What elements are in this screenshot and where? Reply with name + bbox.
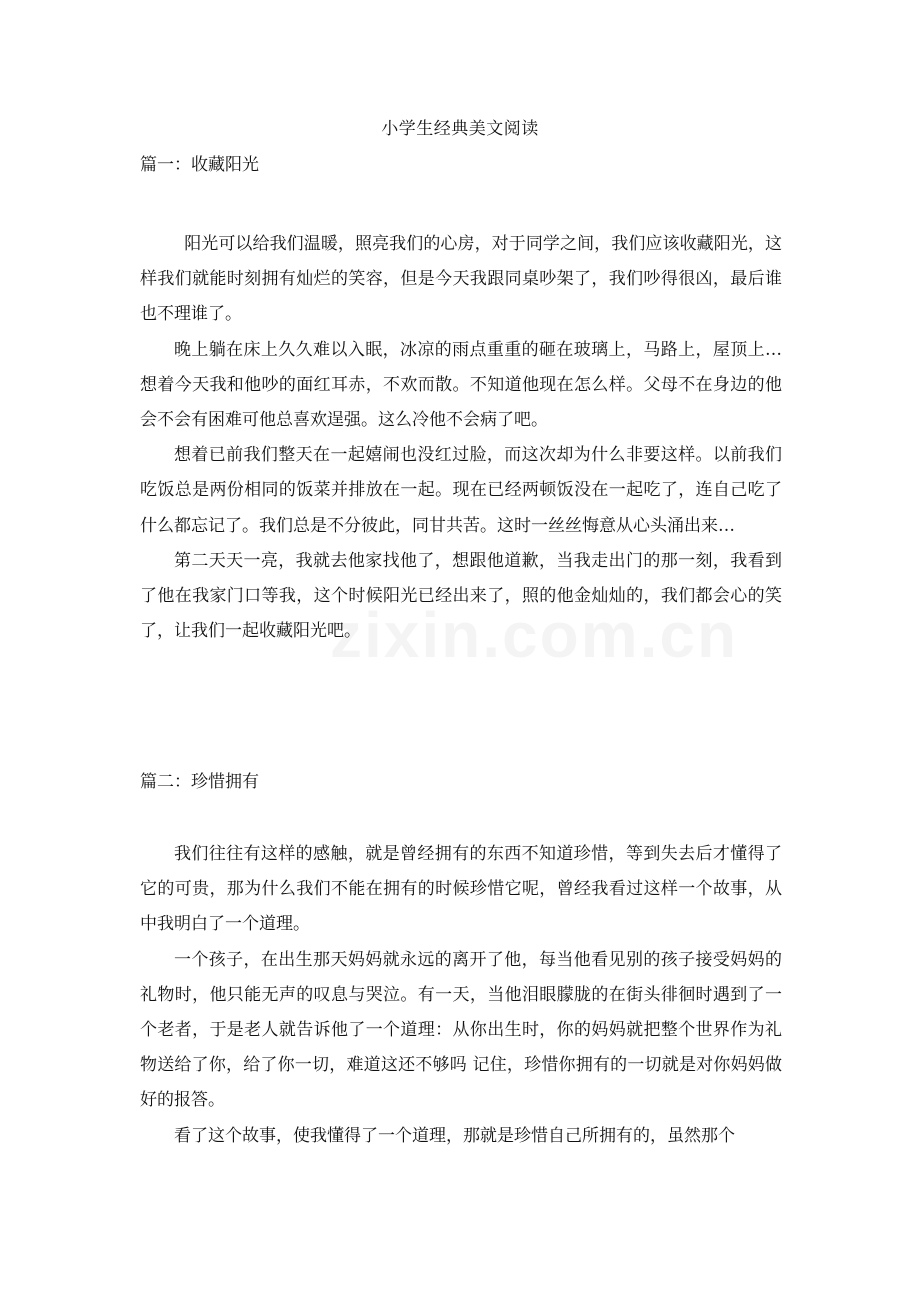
section-1-heading: 篇一：收藏阳光: [140, 155, 259, 175]
paragraph: 一个孩子，在出生那天妈妈就永远的离开了他，每当他看见别的孩子接受妈妈的礼物时，他只能无声的叹息与哭泣。有一天，当他泪眼朦胧的在街头徘徊时遇到了一个老者，于是老人就告诉他了一个道理：从你出生时，你的妈妈就把整个世界作为礼物送给了你，给了你一切，难道这还不够吗 记住，珍惜你拥有的一切就是对你妈妈做好的报答。: [140, 949, 782, 1111]
paragraph: 我们往往有这样的感触，就是曾经拥有的东西不知道珍惜，等到失去后才懂得了它的可贵，那为什么我们不能在拥有的时候珍惜它呢，曾经我看过这样一个故事，从中我明白了一个道理。: [140, 844, 782, 935]
paragraph: 想着已前我们整天在一起嬉闹也没红过脸，而这次却为什么非要这样。以前我们吃饭总是两份相同的饭菜并排放在一起。现在已经两顿饭没在一起吃了，连自己吃了什么都忘记了。我们总是不分彼此，同甘共苦。这时一丝丝悔意从心头涌出来…: [140, 445, 782, 536]
section-1-body: [140, 227, 782, 649]
section-2-body: [140, 837, 782, 1154]
paragraph: 阳光可以给我们温暖，照亮我们的心房，对于同学之间，我们应该收藏阳光，这样我们就能时刻拥有灿烂的笑容，但是今天我跟同桌吵架了，我们吵得很凶，最后谁也不理谁了。: [140, 234, 782, 325]
paragraph: 晚上躺在床上久久难以入眠，冰凉的雨点重重的砸在玻璃上，马路上，屋顶上…想着今天我和他吵的面红耳赤，不欢而散。不知道他现在怎么样。父母不在身边的他会不会有困难可他总喜欢逞强。这么冷他不会病了吧。: [140, 339, 782, 431]
document-title: 小学生经典美文阅读: [381, 119, 539, 139]
paragraph: 看了这个故事，使我懂得了一个道理，那就是珍惜自己所拥有的，虽然那个: [174, 1125, 735, 1146]
section-2-heading: 篇二：珍惜拥有: [140, 772, 259, 792]
paragraph: 第二天天一亮，我就去他家找他了，想跟他道歉，当我走出门的那一刻，我看到了他在我家门口等我，这个时候阳光已经出来了，照的他金灿灿的，我们都会心的笑了，让我们一起收藏阳光吧。: [140, 550, 782, 642]
